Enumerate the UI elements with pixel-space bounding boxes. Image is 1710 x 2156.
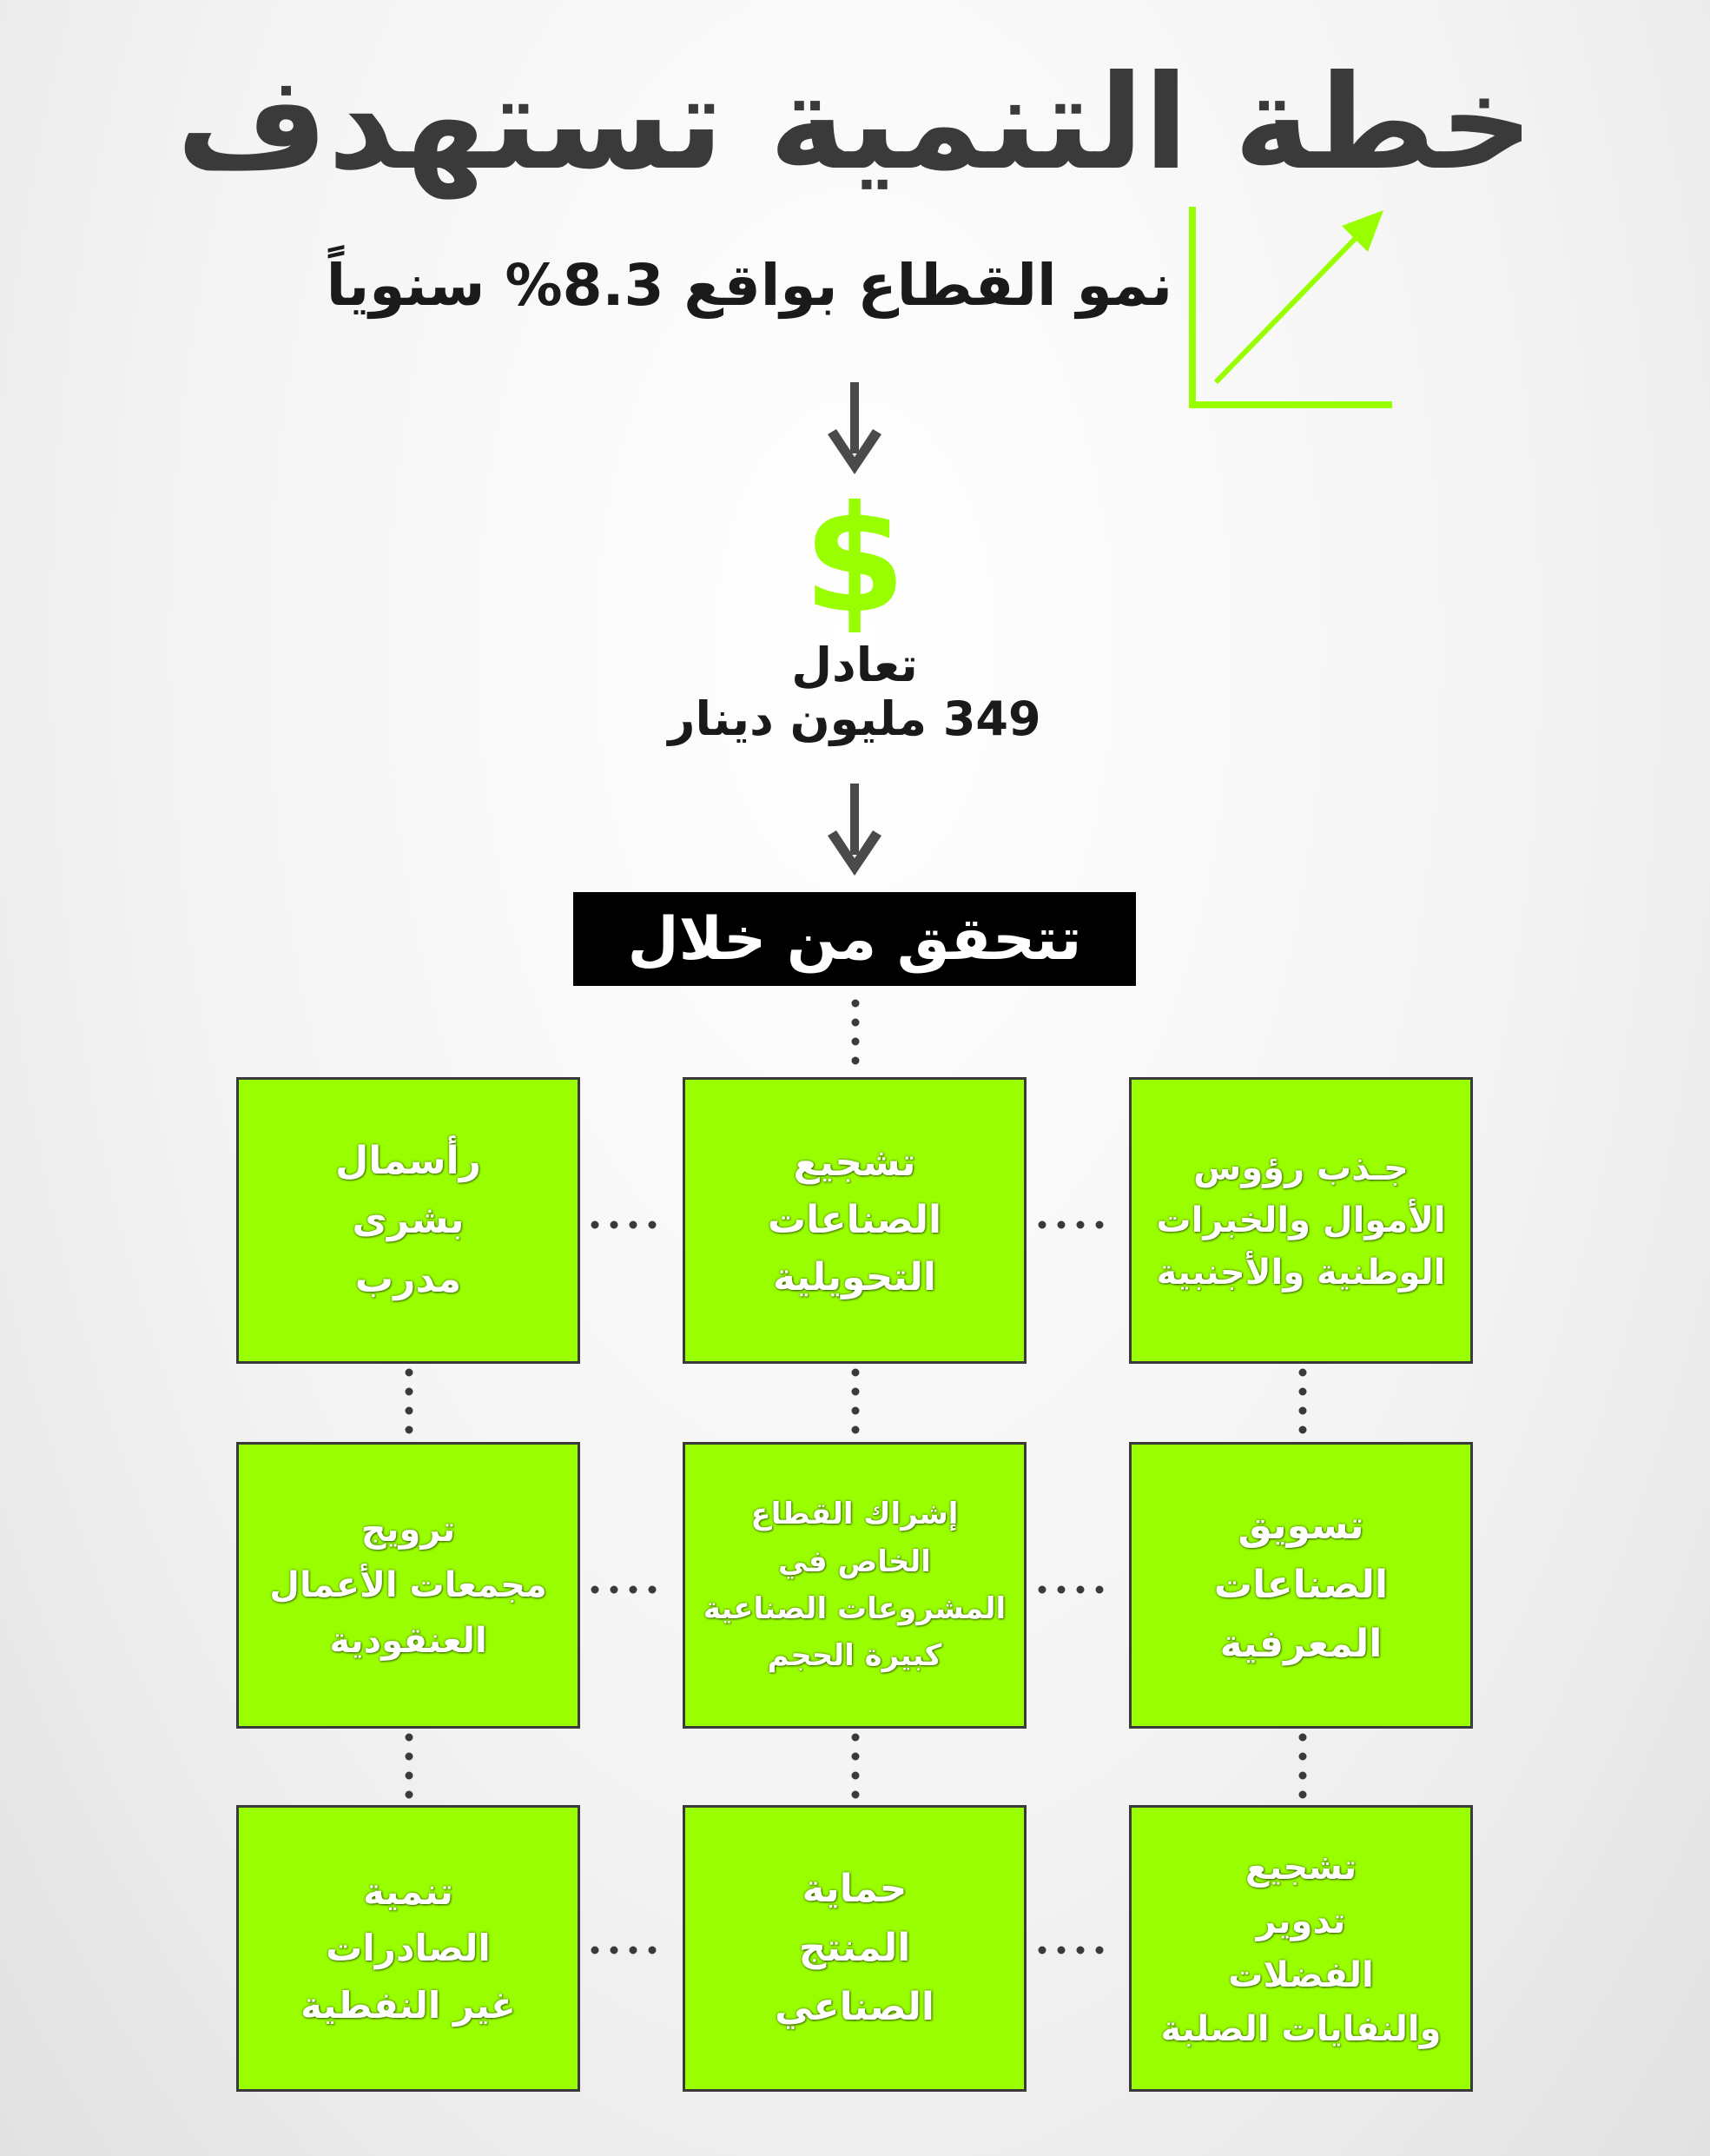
box-waste-recycling: [1129, 1805, 1473, 2092]
box-text: ترويج مجمعات الأعمال العنقودية: [269, 1510, 547, 1661]
box-industrial-product-protection: [683, 1805, 1027, 2092]
box-text: جـذب رؤوس الأموال والخبرات الوطنية والأجنبية: [1156, 1148, 1446, 1293]
page-title: خطة التنمية تستهدف: [176, 48, 1534, 199]
box-knowledge-industries: [1129, 1442, 1473, 1729]
box-text: حماية المنتج الصناعي: [775, 1866, 935, 2030]
growth-target-text: نمو القطاع بواقع 8.3% سنوياً: [326, 252, 1172, 319]
box-text: رأسمال بشرى مدرب: [335, 1138, 481, 1302]
box-text: تنمية الصادرات غير النفطية: [300, 1870, 516, 2027]
dollar-icon: $: [802, 474, 907, 646]
box-non-oil-exports: [236, 1805, 580, 2092]
value-amount: 349 مليون دينار: [668, 691, 1041, 747]
box-cluster-business-parks: [236, 1442, 580, 1729]
value-label: تعادل: [791, 638, 918, 692]
box-attract-capital: [1129, 1077, 1473, 1364]
box-trained-human-capital: [236, 1077, 580, 1364]
box-text: تشجيع الصناعات التحويلية: [767, 1141, 942, 1300]
achieved-through-banner: تتحقق من خلال: [573, 892, 1136, 986]
box-private-sector-involvement: [683, 1442, 1027, 1729]
box-text: تسويق الصناعات المعرفية: [1213, 1503, 1389, 1667]
box-text: تشجيع تدوير الفضلات والنفايات الصلبة: [1160, 1848, 1442, 2049]
box-text: إشراك القطاع الخاص في المشروعات الصناعية كبيرة الحجم: [703, 1497, 1007, 1674]
box-transformative-industries: [683, 1077, 1027, 1364]
